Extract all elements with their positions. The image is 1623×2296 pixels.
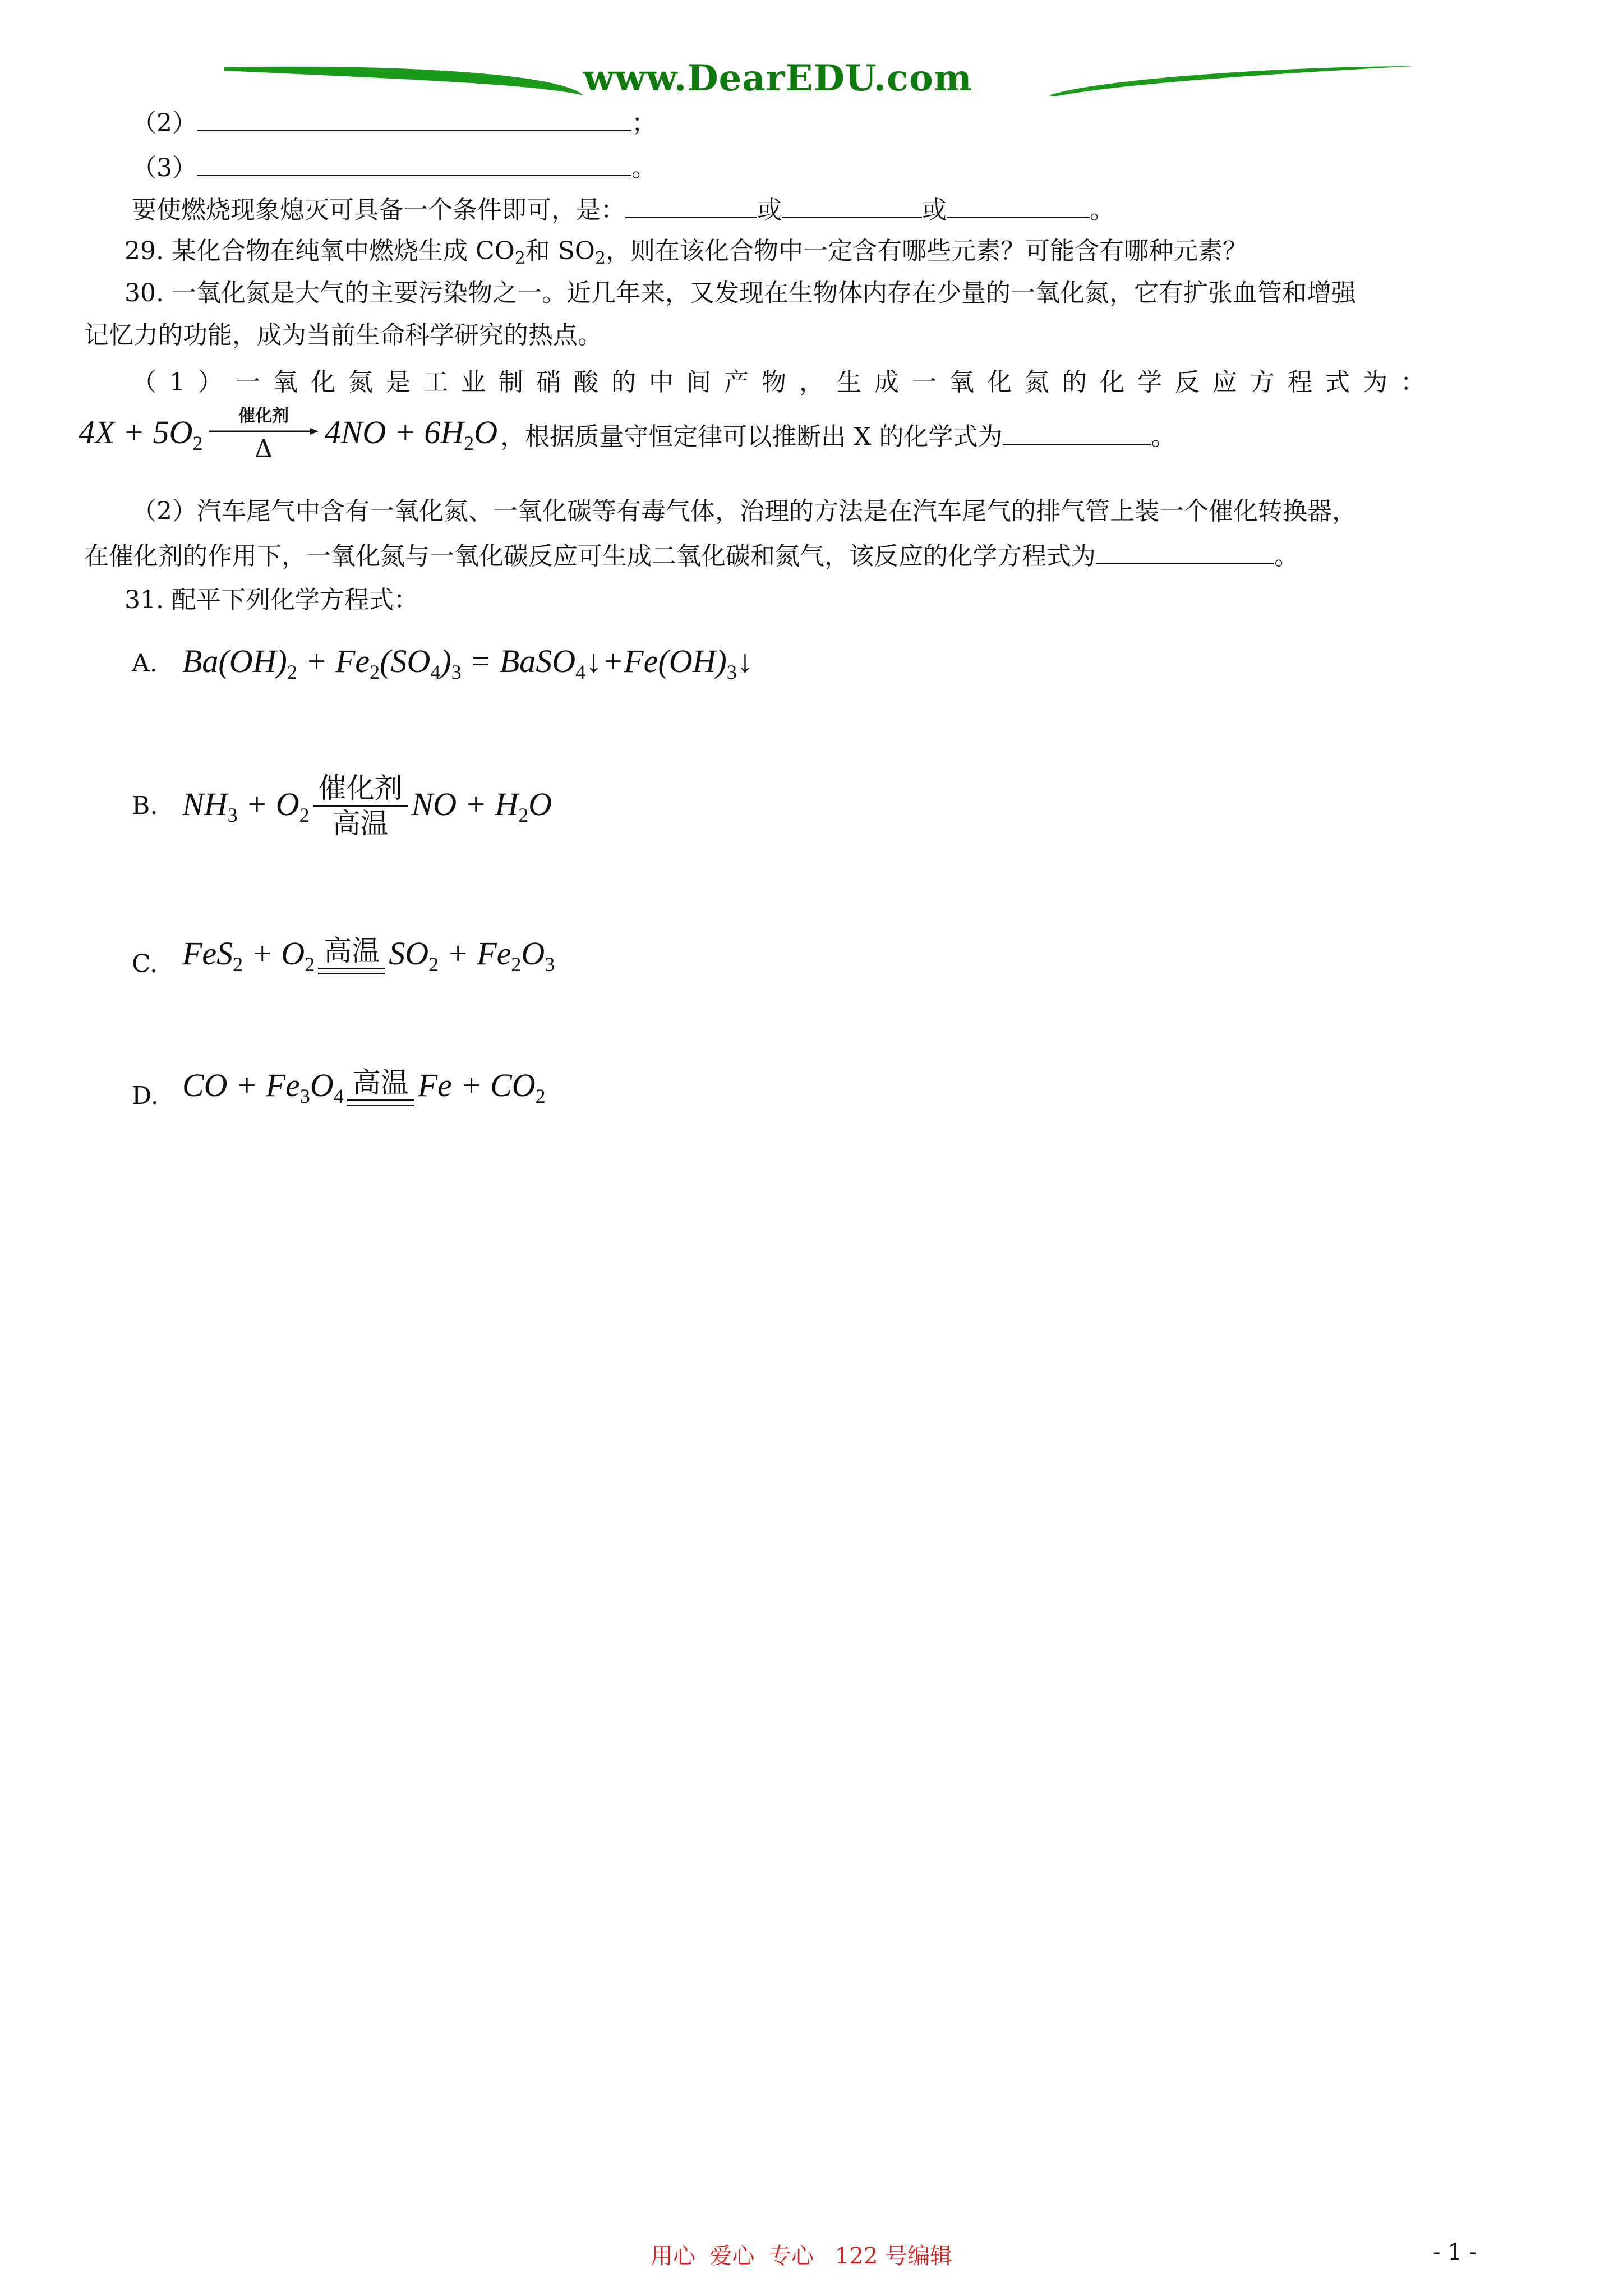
banner-swoosh-left bbox=[224, 67, 583, 95]
condition-catalyst-high-temp: $\frac{\text{催化剂}}{\text{高温}}$ bbox=[313, 771, 408, 840]
equation-rhs: $4NO + 6H_2O$ bbox=[324, 414, 498, 454]
answer-blank[interactable] bbox=[782, 195, 922, 218]
answer-blank[interactable] bbox=[947, 195, 1090, 218]
answer-blank[interactable] bbox=[1003, 421, 1151, 445]
reaction-arrow-catalyst: 催化剂 Δ bbox=[209, 405, 319, 463]
footer-editor-note: 用心 爱心 专心 122 号编辑 bbox=[651, 2243, 953, 2269]
equation-a: A. $Ba(OH)_2 + Fe_2(SO_4)_3$ = $BaSO_4↓+Fe(OH)_3↓$ bbox=[132, 643, 753, 683]
q28-extinguish-line: 要使燃烧现象熄灭可具备一个条件即可，是： 或 或 。 bbox=[132, 196, 1114, 224]
q30-part1-line-1: （1）一氧化氮是工业制硝酸的中间产物，生成一氧化氮的化学反应方程式为： bbox=[132, 368, 1438, 397]
q31-title: 31. 配平下列化学方程式： bbox=[125, 586, 418, 614]
page-number: - 1 - bbox=[1433, 2239, 1477, 2265]
q30-intro-line-2: 记忆力的功能，成为当前生命科学研究的热点。 bbox=[84, 321, 602, 349]
condition-high-temp: 高温 bbox=[318, 934, 385, 974]
equation-c: C. $FeS_2 + O_2$ 高温 $SO_2 + Fe_2O_3$ bbox=[132, 935, 555, 978]
q30-part2-line-1: （2）汽车尾气中含有一氧化氮、一氧化碳等有毒气体，治理的方法是在汽车尾气的排气管上装一个催化转换器， bbox=[132, 497, 1357, 526]
q28-item-2: （2） ； bbox=[132, 109, 656, 137]
answer-blank[interactable] bbox=[625, 195, 757, 218]
q30-intro-line-1: 30. 一氧化氮是大气的主要污染物之一。近几年来，又发现在生物体内存在少量的一氧化氮，它有扩张血管和增强 bbox=[125, 279, 1356, 307]
site-banner-text: www.DearEDU.com bbox=[583, 57, 972, 99]
q30-part1-after: ，根据质量守恒定律可以推断出 X 的化学式为 。 bbox=[500, 422, 1176, 451]
answer-blank[interactable] bbox=[197, 108, 631, 131]
q30-equation-line bbox=[79, 405, 1176, 472]
equation-lhs: $4X + 5O_2$ bbox=[79, 414, 203, 454]
answer-blank[interactable] bbox=[1096, 541, 1274, 564]
question-29: 29. 某化合物在纯氧中燃烧生成 $CO_2$和 $SO_2$，则在该化合物中一定含有哪些元素？可能含有哪种元素？ bbox=[125, 237, 1248, 268]
equation-d: D. CO + $Fe_3O_4$ 高温 $Fe + CO_2$ bbox=[132, 1066, 546, 1110]
banner-swoosh-right bbox=[1049, 66, 1413, 96]
q30-part2-line-2: 在催化剂的作用下，一氧化氮与一氧化碳反应可生成二氧化碳和氮气，该反应的化学方程式为 。 bbox=[84, 542, 1299, 570]
equation-b: B. $NH_3 + O_2$ $\frac{\text{催化剂}}{\text{高温}}$ NO + $H_2O$ bbox=[132, 772, 552, 840]
answer-blank[interactable] bbox=[197, 153, 631, 176]
arrow-icon bbox=[209, 427, 319, 435]
q28-item-3: （3） 。 bbox=[132, 154, 656, 182]
condition-high-temp: 高温 bbox=[347, 1066, 414, 1106]
